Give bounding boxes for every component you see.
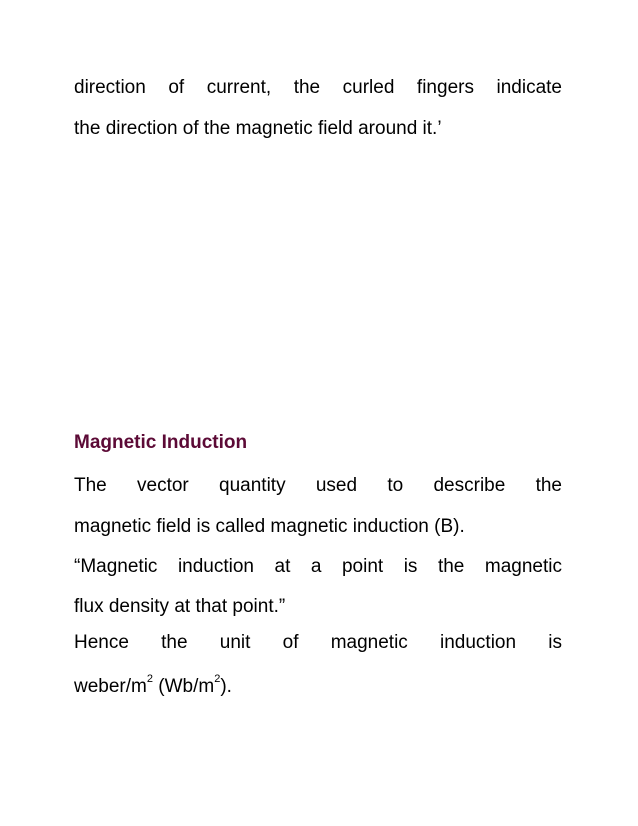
quote-line-2: flux density at that point.” (74, 596, 286, 617)
unit-superscript-1: 2 (146, 673, 153, 685)
quote-line-1: “Magnetic induction at a point is the magnetic (74, 556, 562, 577)
paragraph-line-2: the direction of the magnetic field around it.’ (74, 118, 442, 139)
definition-line-1: The vector quantity used to describe the (74, 475, 562, 496)
unit-line-2 (74, 673, 562, 700)
paragraph-line-1: direction of current, the curled fingers indicate (74, 77, 562, 98)
section-heading: Magnetic Induction (74, 432, 248, 453)
unit-text-wb: (Wb/m (152, 676, 215, 697)
definition-line-2: magnetic field is called magnetic induction (B). (74, 516, 465, 537)
unit-text-weber: weber/m (74, 676, 147, 697)
unit-line-1: Hence the unit of magnetic induction is (74, 632, 562, 653)
unit-superscript-2: 2 (214, 673, 221, 685)
unit-text-end: ). (220, 676, 232, 697)
